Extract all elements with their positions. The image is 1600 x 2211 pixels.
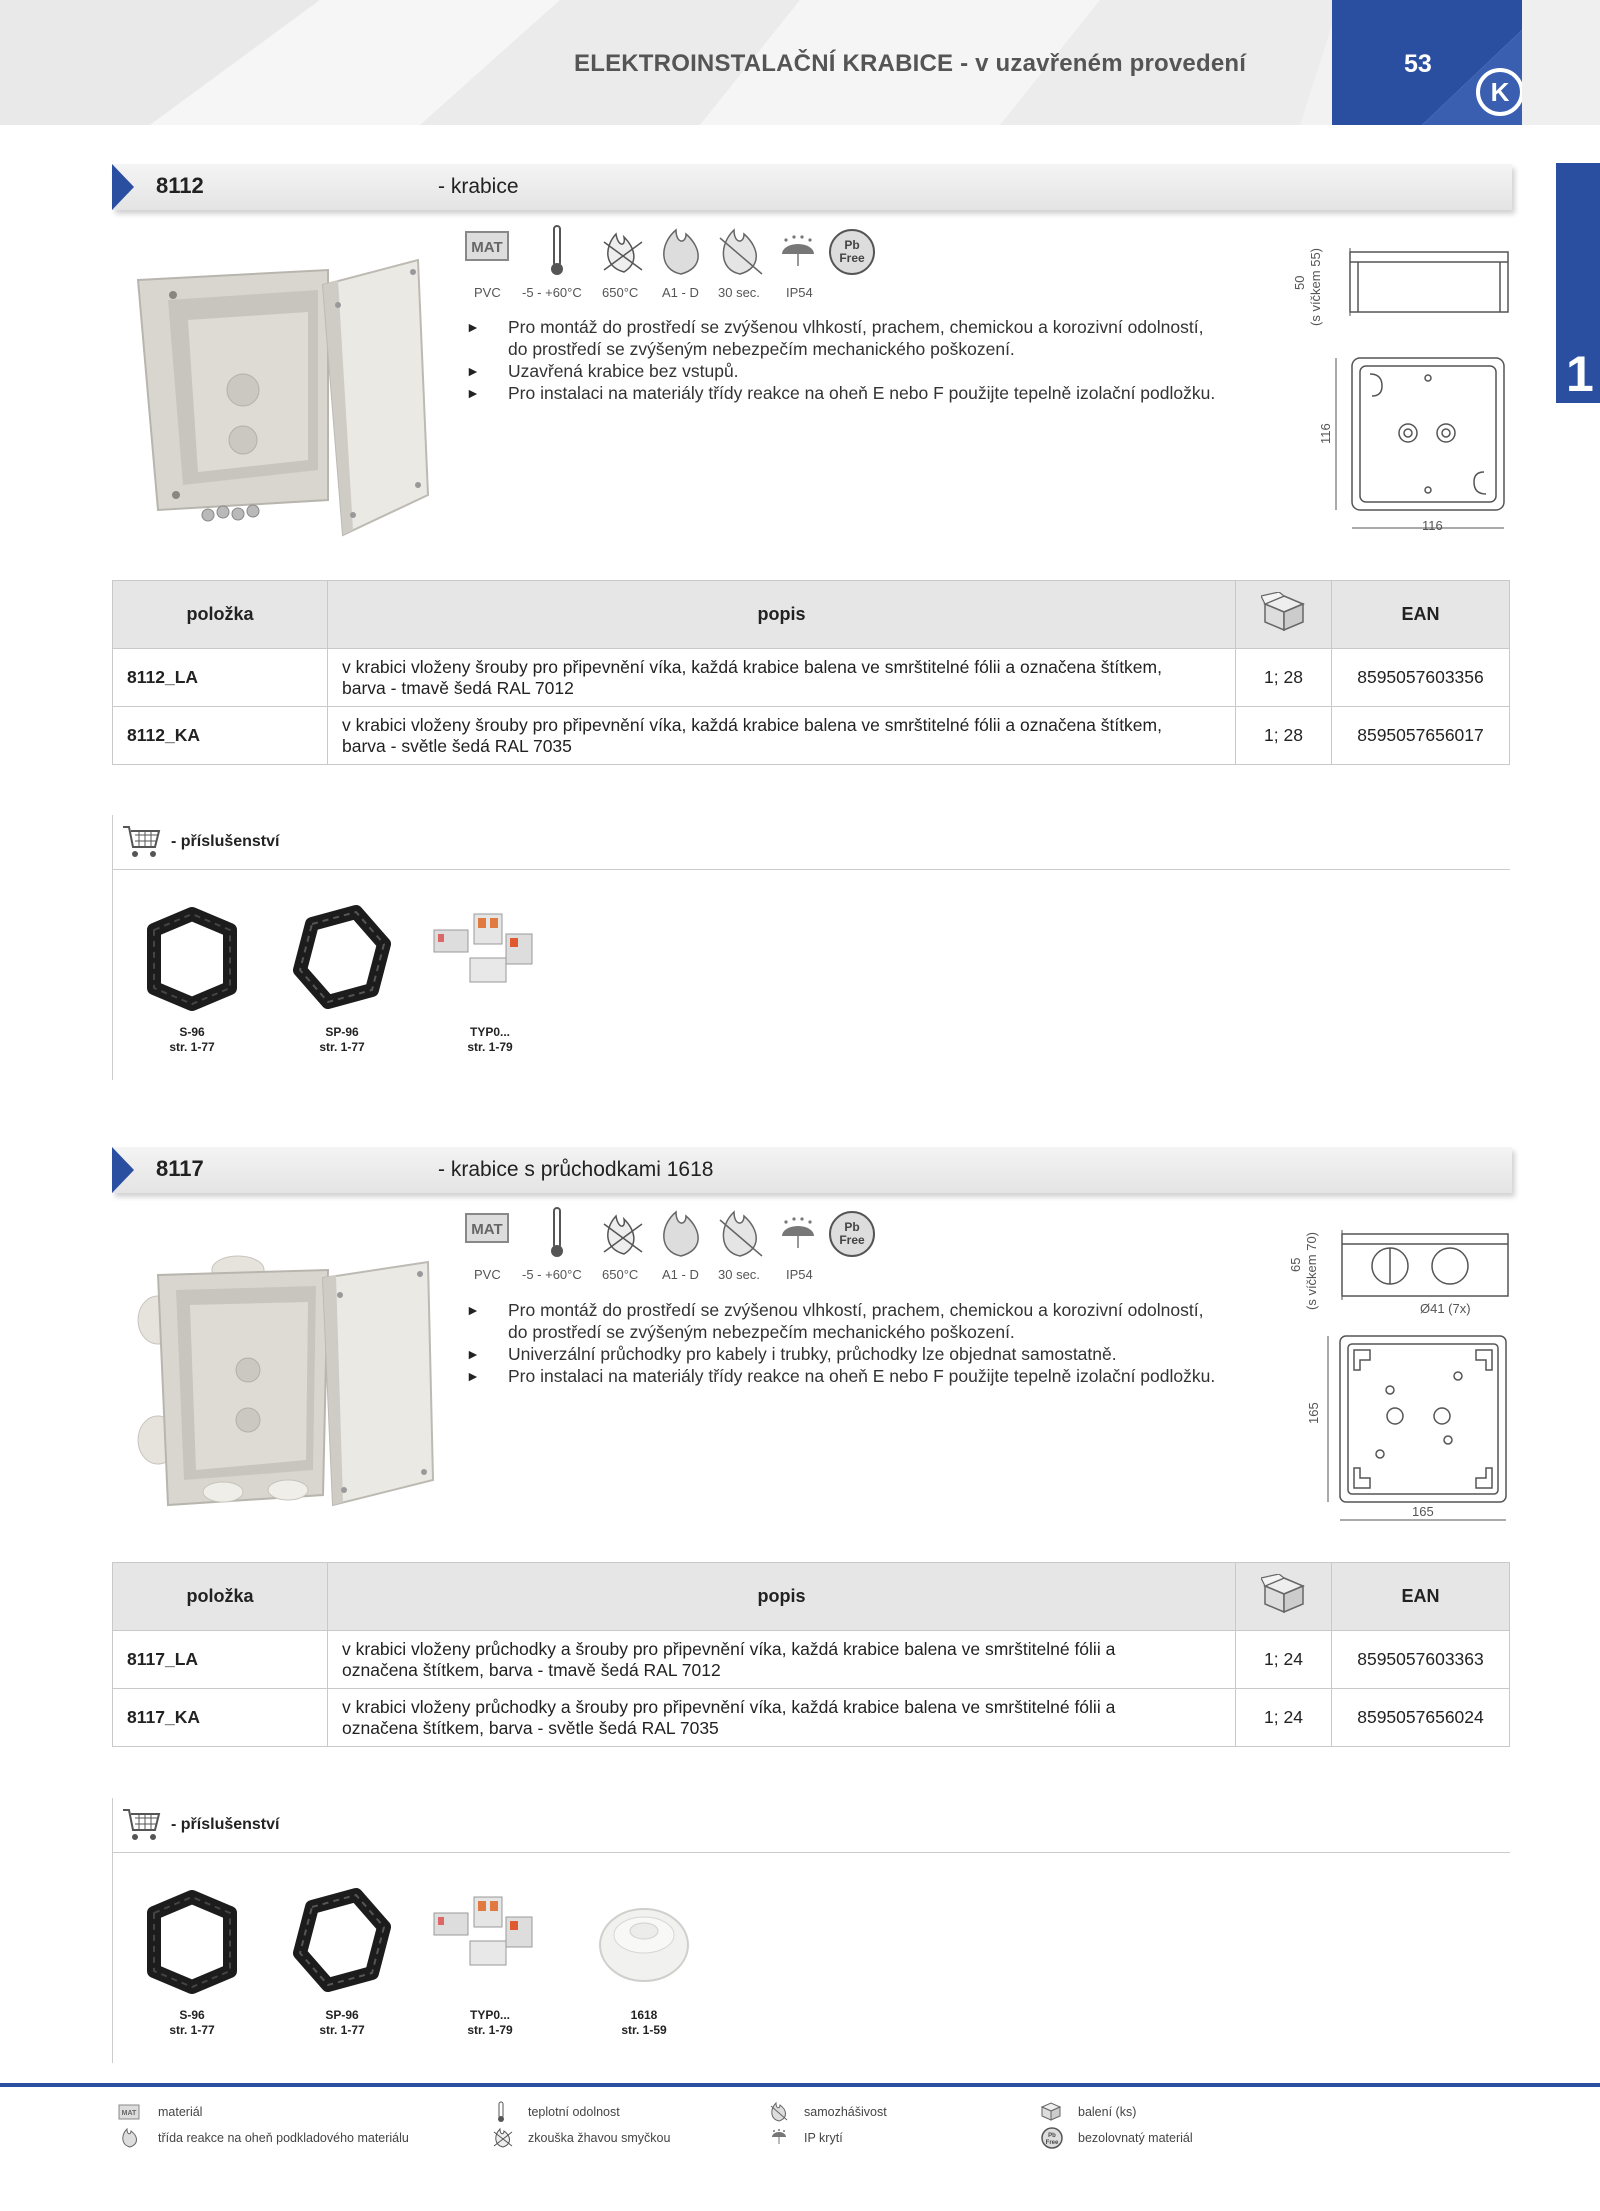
row-desc-line: v krabici vloženy průchodky a šrouby pro připevnění víka, každá krabice balena ve smrštitelné fólii a xyxy=(342,1696,1116,1717)
legend-lead-free: bezolovnatý materiál xyxy=(1078,2131,1193,2145)
row-code: 8112_KA xyxy=(113,707,328,765)
thermometer-icon xyxy=(551,226,563,275)
glow-wire-icon xyxy=(604,234,642,272)
svg-text:MAT: MAT xyxy=(121,2110,137,2117)
accessory-sp96-image xyxy=(282,1883,402,2003)
row-ean: 8595057603363 xyxy=(1332,1631,1510,1689)
col-description: popis xyxy=(328,1563,1236,1631)
dimension-height: 50 xyxy=(1292,275,1307,290)
self-extinguishing-icon xyxy=(720,230,762,274)
product-table-8117 xyxy=(112,1562,1510,1747)
row-desc-line: v krabici vloženy průchodky a šrouby pro připevnění víka, každá krabice balena ve smrštitelné fólii a xyxy=(342,1638,1116,1659)
row-code: 8117_LA xyxy=(113,1631,328,1689)
page-title: ELEKTROINSTALAČNÍ KRABICE - v uzavřeném provedení xyxy=(574,50,1247,77)
accessory-typ0-image xyxy=(430,1883,550,2003)
section-header-8112 xyxy=(112,164,1512,210)
accessory-ref: str. 1-77 xyxy=(319,2023,365,2037)
product-code: 8117 xyxy=(156,1156,204,1181)
product-photo-8112 xyxy=(128,250,438,540)
accessory-name: SP-96 xyxy=(325,1025,359,1039)
prop-material: PVC xyxy=(474,1267,501,1282)
material-icon xyxy=(466,1214,508,1242)
row-quantity: 1; 28 xyxy=(1236,707,1332,765)
prop-glow-wire: 650°C xyxy=(602,1267,639,1282)
accessory-sp96-image xyxy=(282,900,402,1020)
glow-wire-icon xyxy=(492,2126,514,2148)
technical-drawing-8117 xyxy=(1300,1220,1520,1530)
feature-item: ► Pro instalaci na materiály třídy reakce na oheň E nebo F použijte tepelně izolační podložku. xyxy=(466,1365,1215,1387)
property-icons xyxy=(464,1204,884,1264)
svg-text:Free: Free xyxy=(839,251,865,265)
col-description: popis xyxy=(328,581,1236,649)
row-desc-line: v krabici vloženy šrouby pro připevnění víka, každá krabice balena ve smrštitelné fólii a označena štítkem, xyxy=(342,714,1162,735)
product-name: - krabice s průchodkami 1618 xyxy=(438,1158,714,1181)
section-arrow-icon xyxy=(112,164,134,210)
self-extinguishing-icon xyxy=(768,2100,790,2122)
dimension-side: 165 xyxy=(1306,1402,1321,1424)
box-icon xyxy=(1040,2101,1062,2121)
col-package xyxy=(1236,581,1332,649)
legend-packaging: balení (ks) xyxy=(1078,2105,1137,2119)
product-name: - krabice xyxy=(438,175,519,198)
row-code: 8112_LA xyxy=(113,649,328,707)
ip-rating-icon xyxy=(770,2128,788,2146)
svg-text:Free: Free xyxy=(839,1233,865,1247)
feature-list xyxy=(466,1299,1215,1387)
legend-self-extinguishing: samozhášivost xyxy=(804,2105,887,2119)
accessories-header xyxy=(112,815,1510,870)
svg-text:Free: Free xyxy=(1045,2140,1059,2146)
accessory-ref: str. 1-59 xyxy=(621,2023,667,2037)
ip-rating-icon xyxy=(782,1217,814,1248)
accessory-item[interactable] xyxy=(282,1883,402,2038)
accessories-label: - příslušenství xyxy=(171,833,280,850)
dimension-width: 165 xyxy=(1412,1504,1434,1519)
feature-list xyxy=(466,316,1215,404)
legend-fire-class: třída reakce na oheň podkladového materiálu xyxy=(158,2131,409,2145)
accessory-item[interactable] xyxy=(430,1883,550,2038)
accessory-ref: str. 1-79 xyxy=(467,1040,513,1054)
accessories-divider xyxy=(112,1853,113,2063)
accessory-item[interactable] xyxy=(282,900,402,1055)
feature-item: ► Uzavřená krabice bez vstupů. xyxy=(466,360,1215,382)
row-description xyxy=(328,707,1236,765)
row-quantity: 1; 24 xyxy=(1236,1631,1332,1689)
accessory-item[interactable] xyxy=(132,1883,252,2038)
accessory-typ0-image xyxy=(430,900,550,1020)
prop-material: PVC xyxy=(474,285,501,300)
thermometer-icon xyxy=(551,1208,563,1257)
accessory-item[interactable] xyxy=(132,900,252,1055)
feature-item-cont: do prostředí se zvýšeným nebezpečím mechanického poškození. xyxy=(508,339,1015,359)
legend-temperature: teplotní odolnost xyxy=(528,2105,620,2119)
footer-divider xyxy=(0,2083,1600,2087)
prop-ip: IP54 xyxy=(786,285,813,300)
material-icon xyxy=(118,2104,140,2120)
table-row xyxy=(113,1631,1510,1689)
section-arrow-icon xyxy=(112,1147,134,1193)
section-header-8117 xyxy=(112,1147,1512,1193)
col-package xyxy=(1236,1563,1332,1631)
lead-free-icon xyxy=(1040,2126,1064,2150)
lead-free-icon xyxy=(830,230,874,274)
legend-material: materiál xyxy=(158,2105,203,2119)
row-description xyxy=(328,1689,1236,1747)
prop-fire-class: A1 - D xyxy=(662,1267,699,1282)
fire-class-icon xyxy=(664,1212,698,1256)
cart-icon xyxy=(121,1806,161,1844)
prop-fire-class: A1 - D xyxy=(662,285,699,300)
lead-free-icon xyxy=(830,1212,874,1256)
dimension-height-note: (s víčkem 55) xyxy=(1308,247,1323,326)
accessory-name: S-96 xyxy=(179,1025,205,1039)
feature-item: ► Pro instalaci na materiály třídy reakce na oheň E nebo F použijte tepelně izolační podložku. xyxy=(466,382,1215,404)
col-item: položka xyxy=(113,1563,328,1631)
table-row xyxy=(113,1689,1510,1747)
row-quantity: 1; 28 xyxy=(1236,649,1332,707)
feature-item: ► Univerzální průchodky pro kabely i trubky, průchodky lze objednat samostatně. xyxy=(466,1343,1215,1365)
accessories-header xyxy=(112,1798,1510,1853)
table-row xyxy=(113,649,1510,707)
svg-text:Pb: Pb xyxy=(844,1220,860,1234)
glow-wire-icon xyxy=(604,1216,642,1254)
box-icon xyxy=(1261,592,1307,632)
product-photo-8117 xyxy=(128,1250,438,1520)
prop-glow-wire: 650°C xyxy=(602,285,639,300)
self-extinguishing-icon xyxy=(720,1212,762,1256)
svg-text:MAT: MAT xyxy=(471,239,503,256)
dimension-height: 65 xyxy=(1288,1257,1303,1272)
col-ean: EAN xyxy=(1332,581,1510,649)
accessory-ref: str. 1-77 xyxy=(169,2023,215,2037)
accessory-name: S-96 xyxy=(179,2008,205,2022)
accessory-item[interactable] xyxy=(584,1883,704,2038)
feature-item-cont: do prostředí se zvýšeným nebezpečím mechanického poškození. xyxy=(508,1322,1015,1342)
fire-class-icon xyxy=(120,2126,140,2148)
svg-text:MAT: MAT xyxy=(471,1221,503,1238)
cart-icon xyxy=(121,823,161,861)
svg-text:Pb: Pb xyxy=(844,238,860,252)
prop-temperature: -5 - +60°C xyxy=(522,1267,582,1282)
accessories-label: - příslušenství xyxy=(171,1816,280,1833)
row-desc-line: barva - tmavě šedá RAL 7012 xyxy=(342,677,574,698)
row-quantity: 1; 24 xyxy=(1236,1689,1332,1747)
property-icons xyxy=(464,222,884,282)
row-desc-line: označena štítkem, barva - tmavě šedá RAL 7012 xyxy=(342,1659,721,1680)
svg-text:Pb: Pb xyxy=(1048,2133,1056,2139)
row-code: 8117_KA xyxy=(113,1689,328,1747)
col-ean: EAN xyxy=(1332,1563,1510,1631)
col-item: položka xyxy=(113,581,328,649)
row-desc-line: označena štítkem, barva - světle šedá RAL 7035 xyxy=(342,1717,719,1738)
accessory-name: SP-96 xyxy=(325,2008,359,2022)
chapter-number: 1 xyxy=(1566,346,1594,402)
ip-rating-icon xyxy=(782,235,814,266)
accessories-divider xyxy=(112,870,113,1080)
material-icon xyxy=(466,232,508,260)
legend-glow-wire: zkouška žhavou smyčkou xyxy=(528,2131,671,2145)
dimension-side: 116 xyxy=(1318,423,1333,444)
svg-text:K: K xyxy=(1490,77,1510,107)
dimension-width: 116 xyxy=(1422,518,1443,533)
feature-item: ► Pro montáž do prostředí se zvýšenou vlhkostí, prachem, chemickou a korozivní odolností, xyxy=(466,1299,1215,1321)
page-number: 53 xyxy=(1404,50,1432,78)
row-desc-line: v krabici vloženy šrouby pro připevnění víka, každá krabice balena ve smrštitelné fólii a označena štítkem, xyxy=(342,656,1162,677)
legend-ip: IP krytí xyxy=(804,2131,843,2145)
row-description xyxy=(328,649,1236,707)
accessory-ref: str. 1-79 xyxy=(467,2023,513,2037)
dimension-height-note: (s víčkem 70) xyxy=(1304,1231,1319,1310)
row-ean: 8595057656017 xyxy=(1332,707,1510,765)
dimension-hole: Ø41 (7x) xyxy=(1420,1301,1471,1316)
row-description xyxy=(328,1631,1236,1689)
row-ean: 8595057603356 xyxy=(1332,649,1510,707)
accessory-ref: str. 1-77 xyxy=(319,1040,365,1054)
prop-ip: IP54 xyxy=(786,1267,813,1282)
product-code: 8112 xyxy=(156,173,204,198)
accessory-s96-image xyxy=(132,1883,252,2003)
row-desc-line: barva - světle šedá RAL 7035 xyxy=(342,735,572,756)
accessory-item[interactable] xyxy=(430,900,550,1055)
prop-self-extinguishing: 30 sec. xyxy=(718,285,760,300)
table-row xyxy=(113,707,1510,765)
accessory-name: TYP0... xyxy=(469,1025,510,1039)
accessory-s96-image xyxy=(132,900,252,1020)
fire-class-icon xyxy=(664,230,698,274)
technical-drawing-8112 xyxy=(1300,238,1520,538)
product-table-8112 xyxy=(112,580,1510,765)
row-ean: 8595057656024 xyxy=(1332,1689,1510,1747)
box-icon xyxy=(1261,1574,1307,1614)
accessory-1618-image xyxy=(584,1883,704,2003)
accessory-name: TYP0... xyxy=(469,2008,510,2022)
accessory-ref: str. 1-77 xyxy=(169,1040,215,1054)
prop-temperature: -5 - +60°C xyxy=(522,285,582,300)
thermometer-icon xyxy=(496,2101,506,2123)
prop-self-extinguishing: 30 sec. xyxy=(718,1267,760,1282)
feature-item: ► Pro montáž do prostředí se zvýšenou vlhkostí, prachem, chemickou a korozivní odolností, xyxy=(466,316,1215,338)
accessory-name: 1618 xyxy=(630,2008,658,2022)
